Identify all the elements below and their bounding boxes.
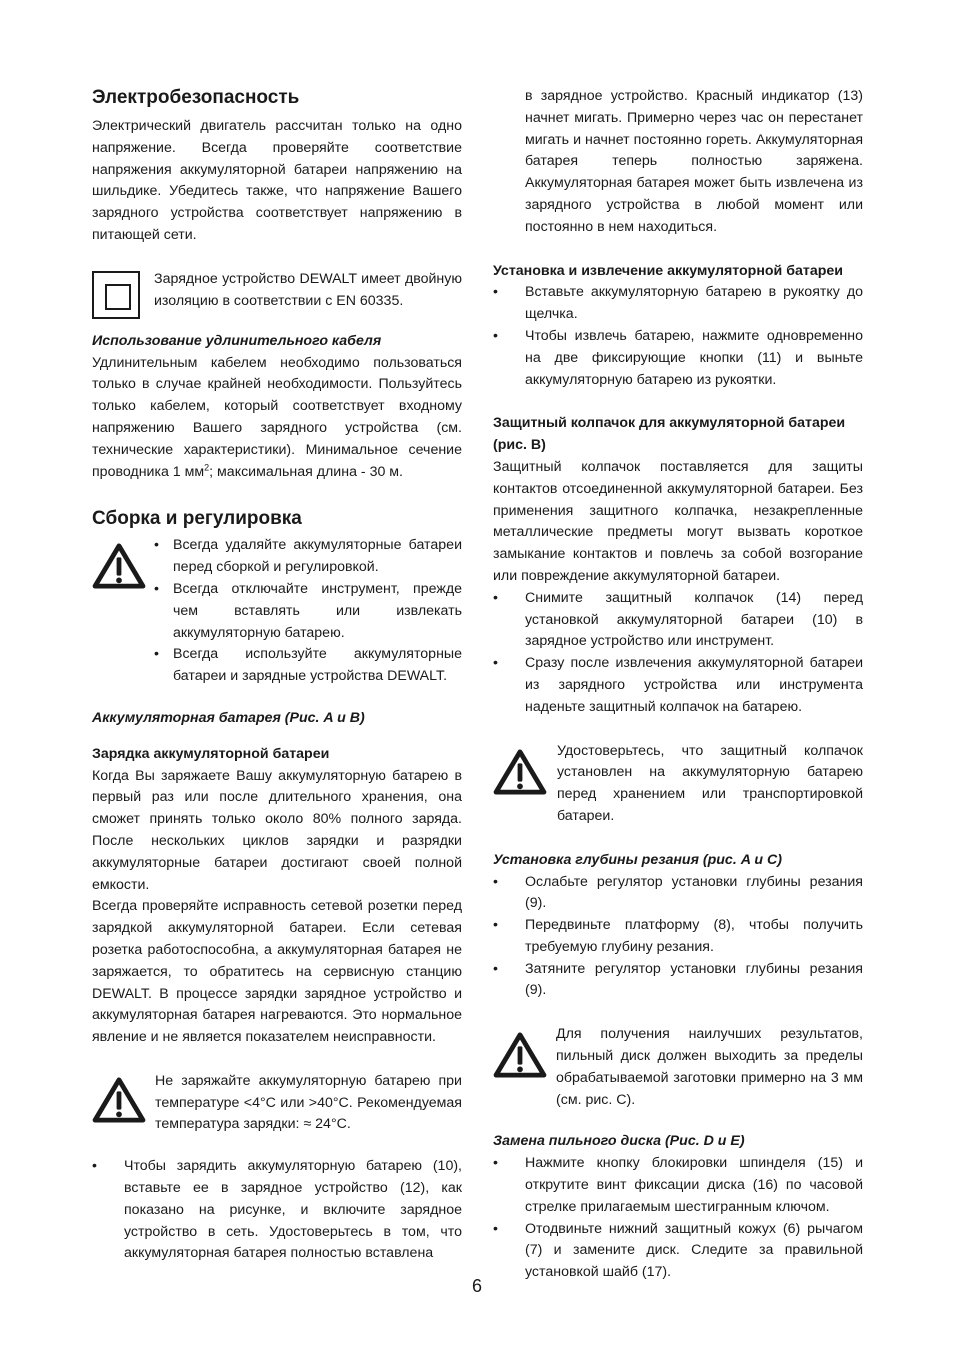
double-insulation-text: Зарядное устройство DEWALT имеет двойную изоляцию в соответствии с EN 60335. (154, 270, 462, 309)
temperature-warning (92, 1071, 462, 1136)
temperature-warning-text: Не заряжайте аккумуляторную батарею при температуре <4°C или >40°C. Рекомендуемая температура зарядки: ≈ 24°C. (155, 1072, 462, 1133)
charge-item: • Чтобы зарядить аккумуляторную батарею (10), вставьте ее в зарядное устройство (12), как показано на рисунке, и включите зарядное устройство в сеть. Удостоверьтесь в том, что аккумуляторная батарея полностью вставлена (92, 1156, 462, 1265)
charge-list (92, 1156, 462, 1265)
protective-cap-item: • Снимите защитный колпачок (14) перед установкой аккумуляторной батареи (10) в зарядное устройство или инструмент. (493, 588, 863, 653)
install-list (493, 282, 863, 391)
assembly-warning-block (92, 535, 462, 688)
electrical-safety-text: Электрический двигатель рассчитан только на одно напряжение. Всегда проверяйте соответствие напряжения аккумуляторной батареи напряжению на шильдике. Убедитесь также, что напряжение Вашего зарядного устройства соответствует напряжению в питающей сети. (92, 118, 462, 243)
assembly-list (154, 535, 462, 688)
protective-cap-heading: Защитный колпачок для аккумуляторной батареи (рис. B) (493, 415, 846, 454)
protective-cap-list (493, 588, 863, 719)
protective-cap-item: • Сразу после извлечения аккумуляторной батареи из зарядного устройства или инструмента наденьте защитный колпачок на батарею. (493, 653, 863, 718)
warning-icon (92, 543, 146, 589)
cap-warning-text: Удостоверьтесь, что защитный колпачок установлен на аккумуляторную батарею перед хранением или транспортировкой батареи. (557, 742, 863, 824)
charging-paragraph-1: Когда Вы заряжаете Вашу аккумуляторную батарею в первый раз или после длительного хранения, она сможет принять только около 80% полного заряда. После нескольких циклов зарядки и разрядки аккумуляторные батареи достигают своей полной емкости. (92, 767, 462, 893)
warning-icon (493, 749, 547, 795)
blade-change-list (493, 1153, 863, 1284)
extension-cable-heading: Использование удлинительного кабеля (92, 332, 382, 349)
left-column (92, 86, 462, 1265)
install-item: • Чтобы извлечь батарею, нажмите одновременно на две фиксирующие кнопки (11) и выньте аккумуляторную батарею из рукоятки. (493, 326, 863, 391)
cutting-depth-item: • Затяните регулятор установки глубины резания (9). (493, 959, 863, 1003)
electrical-safety-heading: Электробезопасность (92, 87, 300, 108)
cutting-depth-item: • Ослабьте регулятор установки глубины резания (9). (493, 872, 863, 916)
blade-change-item: • Отодвиньте нижний защитный кожух (6) рычагом (7) и замените диск. Следите за правильной установкой шайб (17). (493, 1219, 863, 1284)
warning-icon (92, 1077, 146, 1123)
battery-heading: Аккумуляторная батарея (Рис. A и B) (92, 709, 365, 726)
warning-icon (493, 1032, 547, 1078)
assembly-item: • Всегда удаляйте аккумуляторные батареи перед сборкой и регулировкой. (154, 535, 462, 579)
depth-warning (493, 1024, 863, 1111)
right-column (493, 86, 863, 1284)
charging-heading: Зарядка аккумуляторной батареи (92, 745, 330, 762)
depth-warning-text: Для получения наилучших результатов, пильный диск должен выходить за пределы обрабатываемой заготовки примерно на 3 мм (см. рис. C). (556, 1026, 863, 1108)
assembly-heading: Сборка и регулировка (92, 508, 302, 530)
cap-warning (493, 741, 863, 828)
cutting-depth-heading: Установка глубины резания (рис. A и C) (493, 851, 782, 868)
protective-cap-text: Защитный колпачок поставляется для защиты контактов отсоединенной аккумуляторной батареи. Без применения защитного колпачка, незакрепленные металлические предметы могут вызвать короткое замыкание контактов и повлечь за собой возгорание или повреждение аккумуляторной батареи. (493, 458, 863, 584)
assembly-item: • Всегда используйте аккумуляторные батареи и зарядные устройства DEWALT. (154, 644, 462, 688)
double-insulation-icon (92, 271, 140, 319)
cutting-depth-list (493, 872, 863, 1003)
assembly-item: • Всегда отключайте инструмент, прежде чем вставлять или извлекать аккумуляторную батарею. (154, 579, 462, 644)
install-item: • Вставьте аккумуляторную батарею в рукоятку до щелчка. (493, 282, 863, 326)
blade-change-item: • Нажмите кнопку блокировки шпинделя (15) и открутите винт фиксации диска (16) по часовой стрелке прилагаемым шестигранным ключом. (493, 1153, 863, 1218)
double-insulation-note (92, 269, 462, 319)
page-number: 6 (471, 1276, 482, 1296)
charging-paragraph-2: Всегда проверяйте исправность сетевой розетки перед зарядкой аккумуляторной батареи. Если сетевая розетка работоспособна, а аккумуляторная батарея не заряжается, то обратитесь на сервисную станцию DEWALT. В процессе зарядки зарядное устройство и аккумуляторная батарея нагреваются. Это нормальное явление и не является показателем неисправности. (92, 898, 462, 1046)
install-remove-heading: Установка и извлечение аккумуляторной батареи (493, 262, 843, 279)
charging-continuation: в зарядное устройство. Красный индикатор (13) начнет мигать. Примерно через час он перестанет мигать и начнет постоянно гореть. Аккумуляторная батарея теперь полностью заряжена. Аккумуляторная батарея может быть извлечена из зарядного устройства в любой момент или постоянно в нем находиться. (525, 88, 863, 235)
extension-cable-text: Удлинительным кабелем необходимо пользоваться только в случае крайней необходимости. Пользуйтесь только кабелем, который соответствует входному напряжению Вашего зарядного устройства (см. технические характеристики). Минимальное сечение проводника 1 $мм^2$; максимальная длина - 30 м. (92, 354, 462, 480)
cutting-depth-item: • Передвиньте платформу (8), чтобы получить требуемую глубину резания. (493, 915, 863, 959)
blade-change-heading: Замена пильного диска (Рис. D и E) (493, 1133, 745, 1150)
